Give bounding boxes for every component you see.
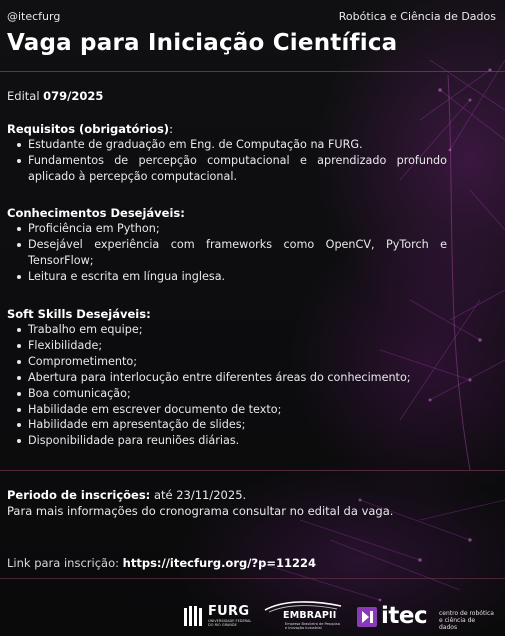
topic-label: Robótica e Ciência de Dados	[338, 10, 496, 23]
embrapii-logo	[263, 600, 343, 632]
embrapii-subtitle: Empresa Brasileira de Pesquisa e Inovação Industrial	[285, 622, 340, 630]
list-item: Comprometimento;	[7, 354, 447, 370]
link-divider	[0, 578, 505, 579]
page-title: Vaga para Iniciação Científica	[7, 30, 398, 56]
list-item: Habilidade em escrever documento de texto;	[7, 402, 447, 418]
section-divider	[0, 470, 505, 471]
edital-number: 079/2025	[43, 89, 104, 103]
periodo-block	[7, 487, 407, 519]
embrapii-name: EMBRAPII	[283, 610, 337, 621]
inscription-link[interactable]: https://itecfurg.org/?p=11224	[122, 556, 316, 570]
title-divider	[0, 71, 505, 72]
furg-subtitle: UNIVERSIDADE FEDERAL DO RIO GRANDE	[208, 619, 252, 627]
itec-icon	[357, 607, 377, 627]
periodo-label: Periodo de inscrições:	[7, 488, 151, 502]
conhecimentos-heading: Conhecimentos Desejáveis:	[7, 206, 185, 220]
periodo-note: Para mais informações do cronograma consultar no edital da vaga.	[7, 504, 394, 518]
list-item: Boa comunicação;	[7, 386, 447, 402]
requisitos-list	[7, 137, 447, 185]
itec-logo	[357, 602, 497, 632]
requisitos-section	[7, 122, 447, 185]
link-label: Link para inscrição:	[7, 556, 119, 570]
list-item: Disponibilidade para reuniões diárias.	[7, 433, 447, 449]
list-item: Proficiência em Python;	[7, 221, 447, 237]
edital-label: Edital	[7, 89, 40, 103]
itec-subtitle: centro de robótica e ciência de dados	[439, 610, 494, 631]
requisitos-heading: Requisitos (obrigatórios):	[7, 122, 173, 136]
soft-skills-list	[7, 322, 447, 449]
list-item: Habilidade em apresentação de slides;	[7, 417, 447, 433]
list-item: Abertura para interlocução entre diferentes áreas do conhecimento;	[7, 370, 447, 386]
list-item: Flexibilidade;	[7, 338, 447, 354]
link-line	[7, 556, 316, 570]
soft-skills-heading: Soft Skills Desejáveis:	[7, 307, 151, 321]
list-item: Fundamentos de percepção computacional e aprendizado profundo aplicado à percepção computacional.	[7, 153, 447, 185]
instagram-handle: @itecfurg	[7, 10, 61, 23]
conhecimentos-section	[7, 206, 447, 285]
partner-logos	[0, 596, 505, 636]
list-item: Leitura e escrita em língua inglesa.	[7, 269, 447, 285]
soft-skills-section	[7, 307, 447, 449]
list-item: Trabalho em equipe;	[7, 322, 447, 338]
periodo-date: até 23/11/2025.	[153, 488, 247, 502]
conhecimentos-list	[7, 221, 447, 285]
list-item: Desejável experiência com frameworks como OpenCV, PyTorch e TensorFlow;	[7, 237, 447, 269]
furg-name: FURG	[208, 604, 250, 619]
list-item: Estudante de graduação em Eng. de Computação na FURG.	[7, 137, 447, 153]
edital-line	[7, 89, 103, 103]
furg-icon	[182, 604, 204, 628]
itec-name: itec	[381, 603, 428, 629]
